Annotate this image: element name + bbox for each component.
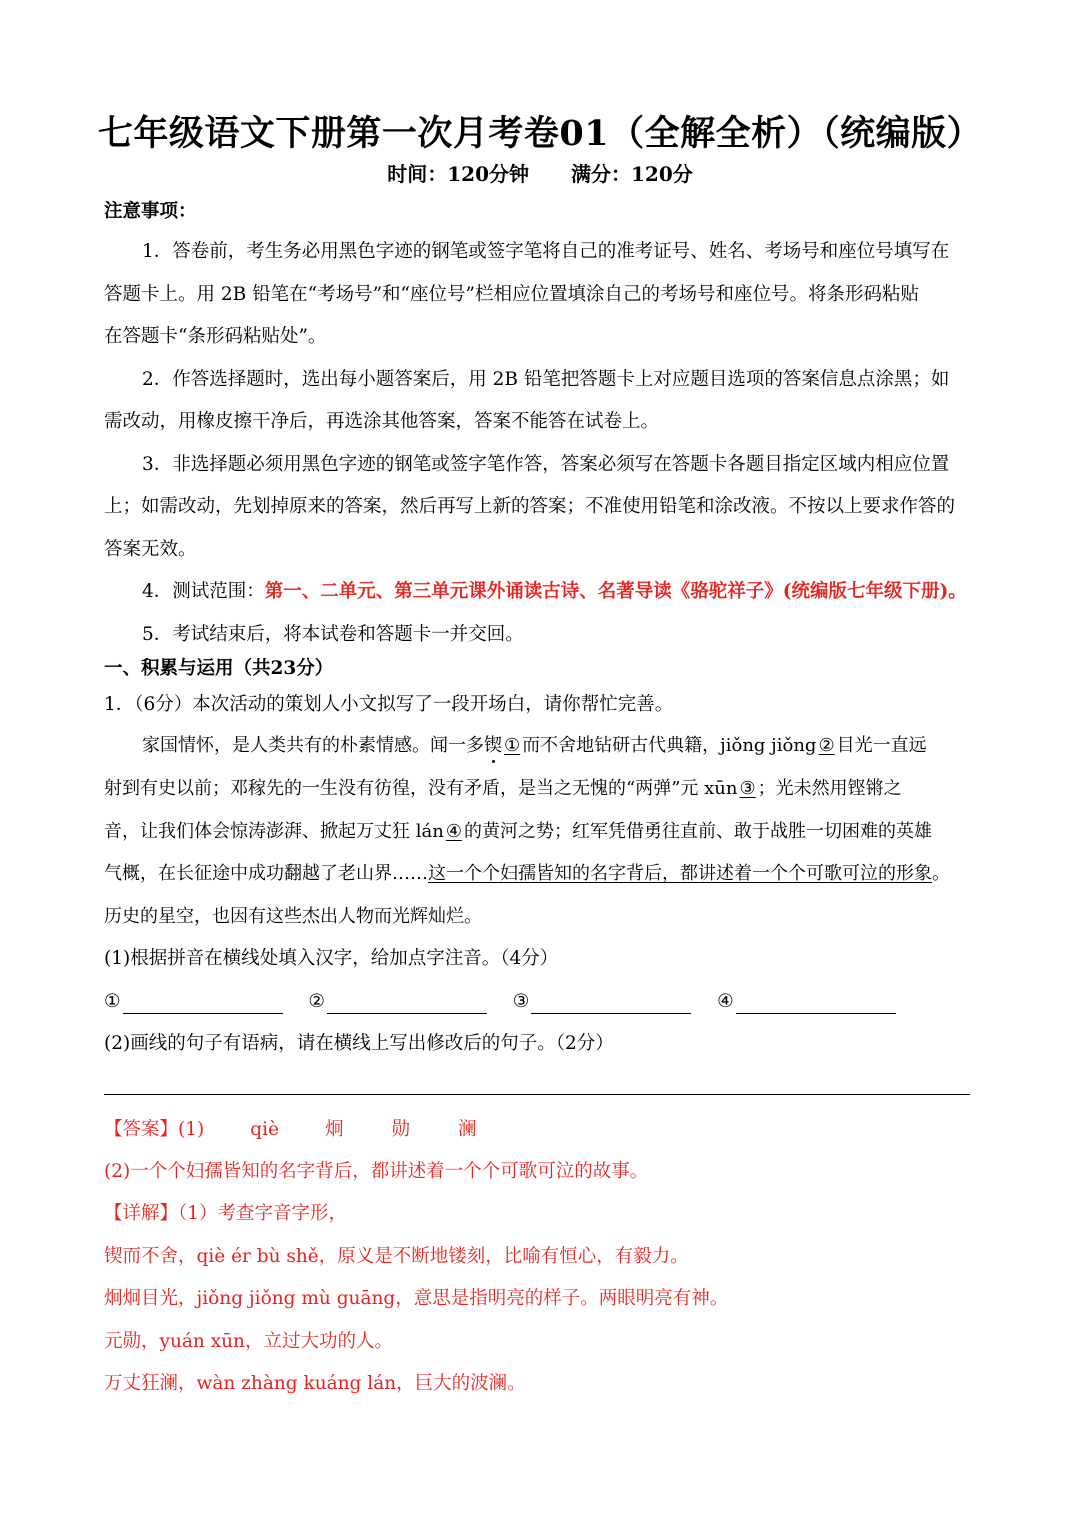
answer-line-3[interactable] — [531, 993, 691, 1014]
section-heading: 一、积累与运用（共23分） — [104, 658, 334, 679]
passage-line-2 — [104, 777, 902, 801]
answer-blanks-row — [104, 990, 896, 1014]
passage-line-3 — [104, 820, 932, 844]
note-3-line-2: 上；如需改动，先划掉原来的答案，然后再写上新的答案；不准使用铅笔和涂改液。不按以上要求作答的 — [104, 496, 956, 517]
answer-label: 【答案】 — [104, 1119, 179, 1140]
passage-line-5: 历史的星空，也因有这些杰出人物而光辉灿烂。 — [104, 906, 482, 927]
passage-text: 射到有史以前；邓稼先的一生没有彷徨，没有矛盾，是当之无愧的“两弹”元 xūn — [104, 778, 738, 799]
passage-text: 气概，在长征途中成功翻越了老山界…… — [104, 863, 428, 884]
exam-score: 满分：120分 — [571, 162, 693, 186]
page-title: 七年级语文下册第一次月考卷01（全解全析）（统编版） — [97, 113, 983, 154]
answer-line-1[interactable] — [123, 993, 283, 1014]
detail-line-3: 元勋，yuán xūn，立过大功的人。 — [104, 1331, 393, 1352]
blank-1: ① — [504, 735, 521, 756]
underlined-sentence: 这一个个妇孺皆知的名字背后，都讲述着一个个可歌可泣的形象 — [428, 863, 932, 884]
question-1-stem: 1．（6分）本次活动的策划人小文拟写了一段开场白，请你帮忙完善。 — [104, 694, 674, 715]
passage-text: 音，让我们体会惊涛澎湃、掀起万丈狂 lán — [104, 821, 444, 842]
note-3-line-3: 答案无效。 — [104, 539, 197, 560]
answer-item-1: qiè — [250, 1119, 279, 1140]
passage-line-4 — [104, 862, 950, 886]
note-3-line-1: 3．非选择题必须用黑色字迹的钢笔或签字笔作答，答案必须写在答题卡各题目指定区域内相应位置 — [142, 454, 950, 475]
note-4 — [142, 580, 967, 604]
passage-text: ；光未然用铿锵之 — [757, 778, 902, 799]
note-1-line-1: 1．答卷前，考生务必用黑色字迹的钢笔或签字笔将自己的准考证号、姓名、考场号和座位号填写在 — [142, 241, 950, 262]
detail-line-2: 炯炯目光，jiǒng jiǒng mù guāng，意思是指明亮的样子。两眼明亮有神。 — [104, 1288, 729, 1309]
note-2-line-2: 需改动，用橡皮擦干净后，再选涂其他答案，答案不能答在试卷上。 — [104, 411, 660, 432]
sub-question-2: (2)画线的句子有语病，请在横线上写出修改后的句子。（2分） — [104, 1033, 614, 1054]
blank-label-4: ④ — [717, 991, 734, 1012]
blank-label-1: ① — [104, 991, 121, 1012]
answer-part-2: (2)一个个妇孺皆知的名字背后，都讲述着一个个可歌可泣的故事。 — [104, 1161, 649, 1182]
detail-line-4: 万丈狂澜，wàn zhàng kuáng lán，巨大的波澜。 — [104, 1373, 526, 1394]
detail-label: 【详解】 — [104, 1203, 179, 1224]
passage-text: 家国情怀，是人类共有的朴素情感。闻一多 — [142, 735, 484, 756]
blank-label-2: ② — [308, 991, 325, 1012]
passage-text: 目光一直远 — [836, 735, 927, 756]
answer-part-1: (1) — [178, 1119, 205, 1140]
note-2-line-1: 2．作答选择题时，选出每小题答案后，用 2B 铅笔把答题卡上对应题目选项的答案信息点涂黑；如 — [142, 369, 950, 390]
answer-line-2[interactable] — [327, 993, 487, 1014]
passage-text: 。 — [932, 863, 950, 884]
answer-item-3: 勋 — [391, 1119, 410, 1140]
note-1-line-2: 答题卡上。用 2B 铅笔在“考场号”和“座位号”栏相应位置填涂自己的考场号和座位号。将条形码粘贴 — [104, 284, 919, 305]
detail-row — [104, 1202, 347, 1226]
note-4-prefix: 4．测试范围： — [142, 581, 265, 602]
test-scope: 第一、二单元、第三单元课外诵读古诗、名著导读《骆驼祥子》(统编版七年级下册)。 — [264, 581, 967, 602]
note-1-line-3: 在答题卡“条形码粘贴处”。 — [104, 326, 327, 347]
passage-text: 的黄河之势；红军凭借勇往直前、敢于战胜一切困难的英雄 — [463, 821, 932, 842]
blank-4: ④ — [445, 821, 462, 842]
note-5: 5．考试结束后，将本试卷和答题卡一并交回。 — [142, 624, 524, 645]
passage-line-1 — [142, 734, 927, 758]
answer-row — [104, 1118, 477, 1142]
answer-line-long[interactable] — [104, 1094, 970, 1095]
exam-time: 时间：120分钟 — [387, 162, 529, 186]
answer-item-4: 澜 — [457, 1119, 477, 1140]
answer-item-2: 炯 — [324, 1119, 344, 1140]
answer-line-4[interactable] — [736, 993, 896, 1014]
blank-label-3: ③ — [512, 991, 530, 1012]
blank-3: ③ — [739, 778, 756, 799]
exam-info — [0, 158, 1080, 187]
detail-line-1: 锲而不舍，qiè ér bù shě，原义是不断地镂刻，比喻有恒心，有毅力。 — [104, 1246, 689, 1267]
sub-question-1: (1)根据拼音在横线处填入汉字，给加点字注音。（4分） — [104, 948, 559, 969]
notes-heading: 注意事项： — [104, 201, 197, 222]
dotted-char: 锲 — [484, 735, 502, 756]
passage-text: 而不舍地钻研古代典籍，jiǒng jiǒng — [522, 735, 817, 756]
blank-2: ② — [818, 735, 835, 756]
detail-intro: （1）考查字音字形， — [178, 1203, 348, 1224]
